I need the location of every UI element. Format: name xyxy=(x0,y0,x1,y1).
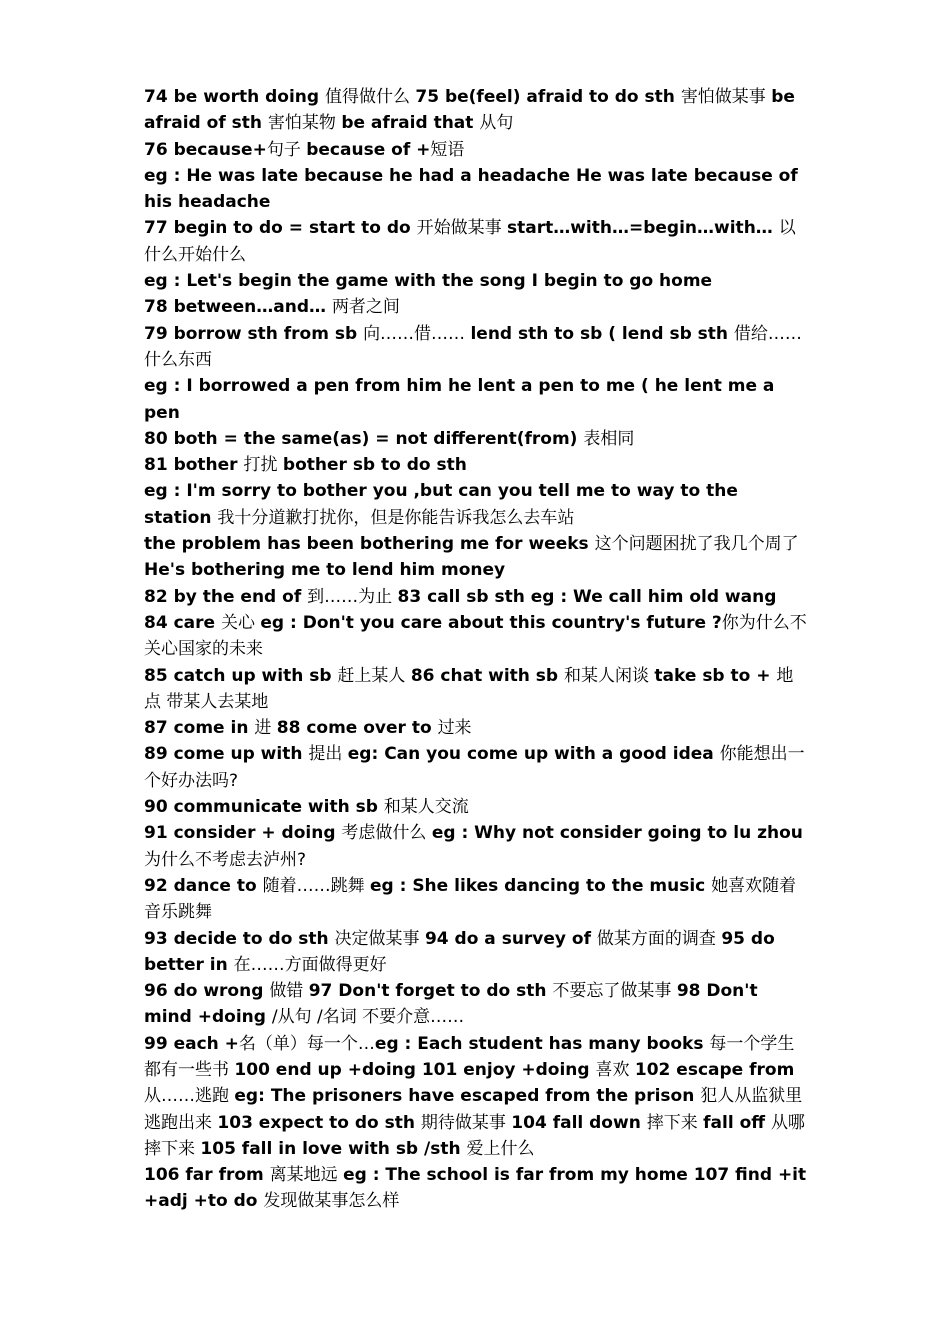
english-phrase: eg : I borrowed a pen from him he lent a pen to me ( he lent me a pen xyxy=(144,376,775,423)
chinese-translation: 句子 xyxy=(266,139,307,160)
chinese-translation: 不要忘了做某事 xyxy=(552,981,677,1002)
entry-line xyxy=(144,321,808,374)
chinese-translation: 从哪摔下来 xyxy=(144,1112,805,1159)
chinese-translation: 每一个学生都有一些书 xyxy=(144,1033,795,1080)
english-phrase: 87 come in xyxy=(144,718,255,739)
entry-line xyxy=(144,794,808,820)
english-phrase: 104 fall down xyxy=(511,1112,647,1133)
english-phrase: 100 end up +doing 101 enjoy +doing xyxy=(234,1059,596,1080)
english-phrase: 76 because+ xyxy=(144,139,267,160)
chinese-translation: 关心 xyxy=(220,612,261,633)
chinese-translation: 从句 xyxy=(479,113,514,134)
english-phrase: 82 by the end of xyxy=(144,586,308,607)
chinese-translation: 害怕做某事 xyxy=(680,87,772,107)
chinese-translation: 进 xyxy=(254,718,277,739)
chinese-translation: 和某人交流 xyxy=(383,797,469,818)
chinese-translation: 犯人从监狱里逃跑出来 xyxy=(144,1086,803,1133)
chinese-translation: 爱上什么 xyxy=(466,1138,535,1159)
english-phrase: eg : She likes dancing to the music xyxy=(369,875,712,896)
chinese-translation: 摔下来 xyxy=(646,1112,704,1133)
chinese-translation: 害怕某物 xyxy=(267,113,342,134)
chinese-translation: 到……为止 xyxy=(307,586,398,607)
english-phrase: be afraid that xyxy=(341,113,480,134)
entry-line xyxy=(144,531,808,557)
entry-line xyxy=(144,978,808,1031)
english-phrase: 105 fall in love with sb /sth xyxy=(200,1138,467,1159)
chinese-translation: 做某方面的调查 xyxy=(596,928,722,949)
english-phrase: be afraid of sth xyxy=(144,87,795,134)
chinese-translation: 你为什么不关心国家的未来 xyxy=(144,612,807,660)
entry-line xyxy=(144,663,808,716)
chinese-translation: 为什么不考虑去泸州? xyxy=(144,849,307,870)
chinese-translation: 在……方面做得更好 xyxy=(233,954,387,975)
english-phrase: 106 far from xyxy=(144,1165,270,1186)
english-phrase: 94 do a survey of xyxy=(424,928,597,949)
chinese-translation: 和某人闲谈 xyxy=(564,665,655,686)
chinese-translation: 以什么开始什么 xyxy=(144,218,796,265)
english-phrase: 74 be worth doing xyxy=(144,87,325,107)
chinese-translation: 考虑做什么 xyxy=(341,823,432,844)
chinese-translation: 离某地远 xyxy=(269,1165,344,1186)
entry-line xyxy=(144,478,808,531)
chinese-translation: 名（单）每一个… xyxy=(238,1033,375,1054)
english-phrase: 98 Don't mind +doing xyxy=(144,981,758,1028)
chinese-translation: 期待做某事 xyxy=(420,1112,512,1133)
chinese-translation: 随着……跳舞 xyxy=(262,875,370,896)
english-phrase: 92 dance to xyxy=(144,875,263,896)
chinese-translation: 你能想出一个好办法吗? xyxy=(144,744,805,791)
entry-line xyxy=(144,268,808,294)
english-phrase: 90 communicate with sb xyxy=(144,797,384,818)
chinese-translation: 这个问题困扰了我几个周了 xyxy=(594,534,799,555)
english-phrase: eg : I'm sorry to bother you ,but can you tell me to way to the station xyxy=(144,481,738,528)
english-phrase: eg : Each student has many books xyxy=(374,1033,710,1054)
chinese-translation: 赶上某人 xyxy=(337,665,411,686)
entry-line xyxy=(144,715,808,741)
entry-line xyxy=(144,452,808,478)
english-phrase: 80 both = the same(as) = not different(from) xyxy=(144,428,584,449)
chinese-translation: 打扰 xyxy=(243,455,283,476)
english-phrase: take sb to + xyxy=(654,665,777,686)
chinese-translation: 提出 xyxy=(308,744,348,765)
english-phrase: 91 consider + doing xyxy=(144,823,342,844)
english-phrase: eg : The school is far from my home 107 find +it +adj +to do xyxy=(144,1165,807,1212)
english-phrase: 78 between…and… xyxy=(144,297,332,318)
english-phrase: bother sb to do sth xyxy=(282,455,467,476)
english-phrase: start…with…=begin…with… xyxy=(507,218,779,239)
entry-line xyxy=(144,926,808,979)
chinese-translation: 做错 xyxy=(269,981,309,1002)
english-phrase: 83 call sb sth eg : We call him old wang xyxy=(397,586,777,607)
entry-line xyxy=(144,1162,808,1215)
chinese-translation: 她喜欢随着音乐跳舞 xyxy=(144,875,797,923)
vocabulary-list xyxy=(144,84,808,1215)
english-phrase: 103 expect to do sth xyxy=(217,1112,421,1133)
english-phrase: fall off xyxy=(703,1112,771,1133)
english-phrase: 79 borrow sth from sb xyxy=(144,323,364,344)
english-phrase: eg : Why not consider going to lu zhou xyxy=(431,823,803,844)
entry-line xyxy=(144,84,808,137)
chinese-translation: 表相同 xyxy=(583,428,635,449)
chinese-translation: 向……借…… xyxy=(363,323,471,344)
chinese-translation: 我十分道歉打扰你，但是你能告诉我怎么去车站 xyxy=(217,507,575,528)
chinese-translation: 从……逃跑 xyxy=(144,1086,235,1107)
english-phrase: 96 do wrong xyxy=(144,981,270,1002)
english-phrase: eg : Let's begin the game with the song I begin to go home xyxy=(144,271,713,292)
english-phrase: 93 decide to do sth xyxy=(144,928,335,949)
english-phrase: eg : He was late because he had a headache He was late because of his headache xyxy=(144,165,798,213)
chinese-translation: 借给……什么东西 xyxy=(144,323,802,370)
chinese-translation: 决定做某事 xyxy=(334,928,425,949)
chinese-translation: 过来 xyxy=(437,718,472,739)
english-phrase: 85 catch up with sb xyxy=(144,665,338,686)
english-phrase: 81 bother xyxy=(144,455,244,476)
english-phrase: 75 be(feel) afraid to do sth xyxy=(415,87,681,107)
entry-line xyxy=(144,1031,808,1162)
chinese-translation: 开始做某事 xyxy=(416,218,507,239)
entry-line xyxy=(144,584,808,610)
entry-line xyxy=(144,215,808,268)
english-phrase: because of + xyxy=(306,139,431,160)
english-phrase: eg: Can you come up with a good idea xyxy=(347,744,720,765)
english-phrase: 88 come over to xyxy=(276,718,438,739)
chinese-translation: 地点 带某人去某地 xyxy=(144,665,794,712)
entry-line xyxy=(144,610,808,663)
chinese-translation: 值得做什么 xyxy=(324,87,416,107)
entry-line xyxy=(144,137,808,163)
entry-line xyxy=(144,557,808,583)
chinese-translation: 发现做某事怎么样 xyxy=(263,1191,400,1212)
english-phrase: 84 care xyxy=(144,612,221,633)
entry-line xyxy=(144,820,808,873)
chinese-translation: 短语 xyxy=(430,139,465,160)
english-phrase: eg : Don't you care about this country's future ? xyxy=(260,612,722,633)
english-phrase: eg: The prisoners have escaped from the prison xyxy=(234,1086,701,1107)
chinese-translation: 两者之间 xyxy=(331,297,400,318)
chinese-translation: /从句 /名词 不要介意…… xyxy=(271,1007,465,1028)
english-phrase: the problem has been bothering me for weeks xyxy=(144,534,595,555)
english-phrase: He's bothering me to lend him money xyxy=(144,560,506,581)
entry-line xyxy=(144,426,808,452)
english-phrase: 86 chat with sb xyxy=(410,665,565,686)
english-phrase: lend sth to sb ( lend sb sth xyxy=(470,323,734,344)
english-phrase: 99 each + xyxy=(144,1033,239,1054)
entry-line xyxy=(144,373,808,426)
chinese-translation: 喜欢 xyxy=(595,1059,635,1080)
entry-line xyxy=(144,741,808,794)
entry-line xyxy=(144,873,808,926)
english-phrase: 102 escape from xyxy=(634,1059,795,1080)
entry-line xyxy=(144,294,808,320)
english-phrase: 77 begin to do = start to do xyxy=(144,218,417,239)
english-phrase: 89 come up with xyxy=(144,744,309,765)
english-phrase: 95 do better in xyxy=(144,928,775,975)
entry-line xyxy=(144,163,808,216)
english-phrase: 97 Don't forget to do sth xyxy=(308,981,553,1002)
